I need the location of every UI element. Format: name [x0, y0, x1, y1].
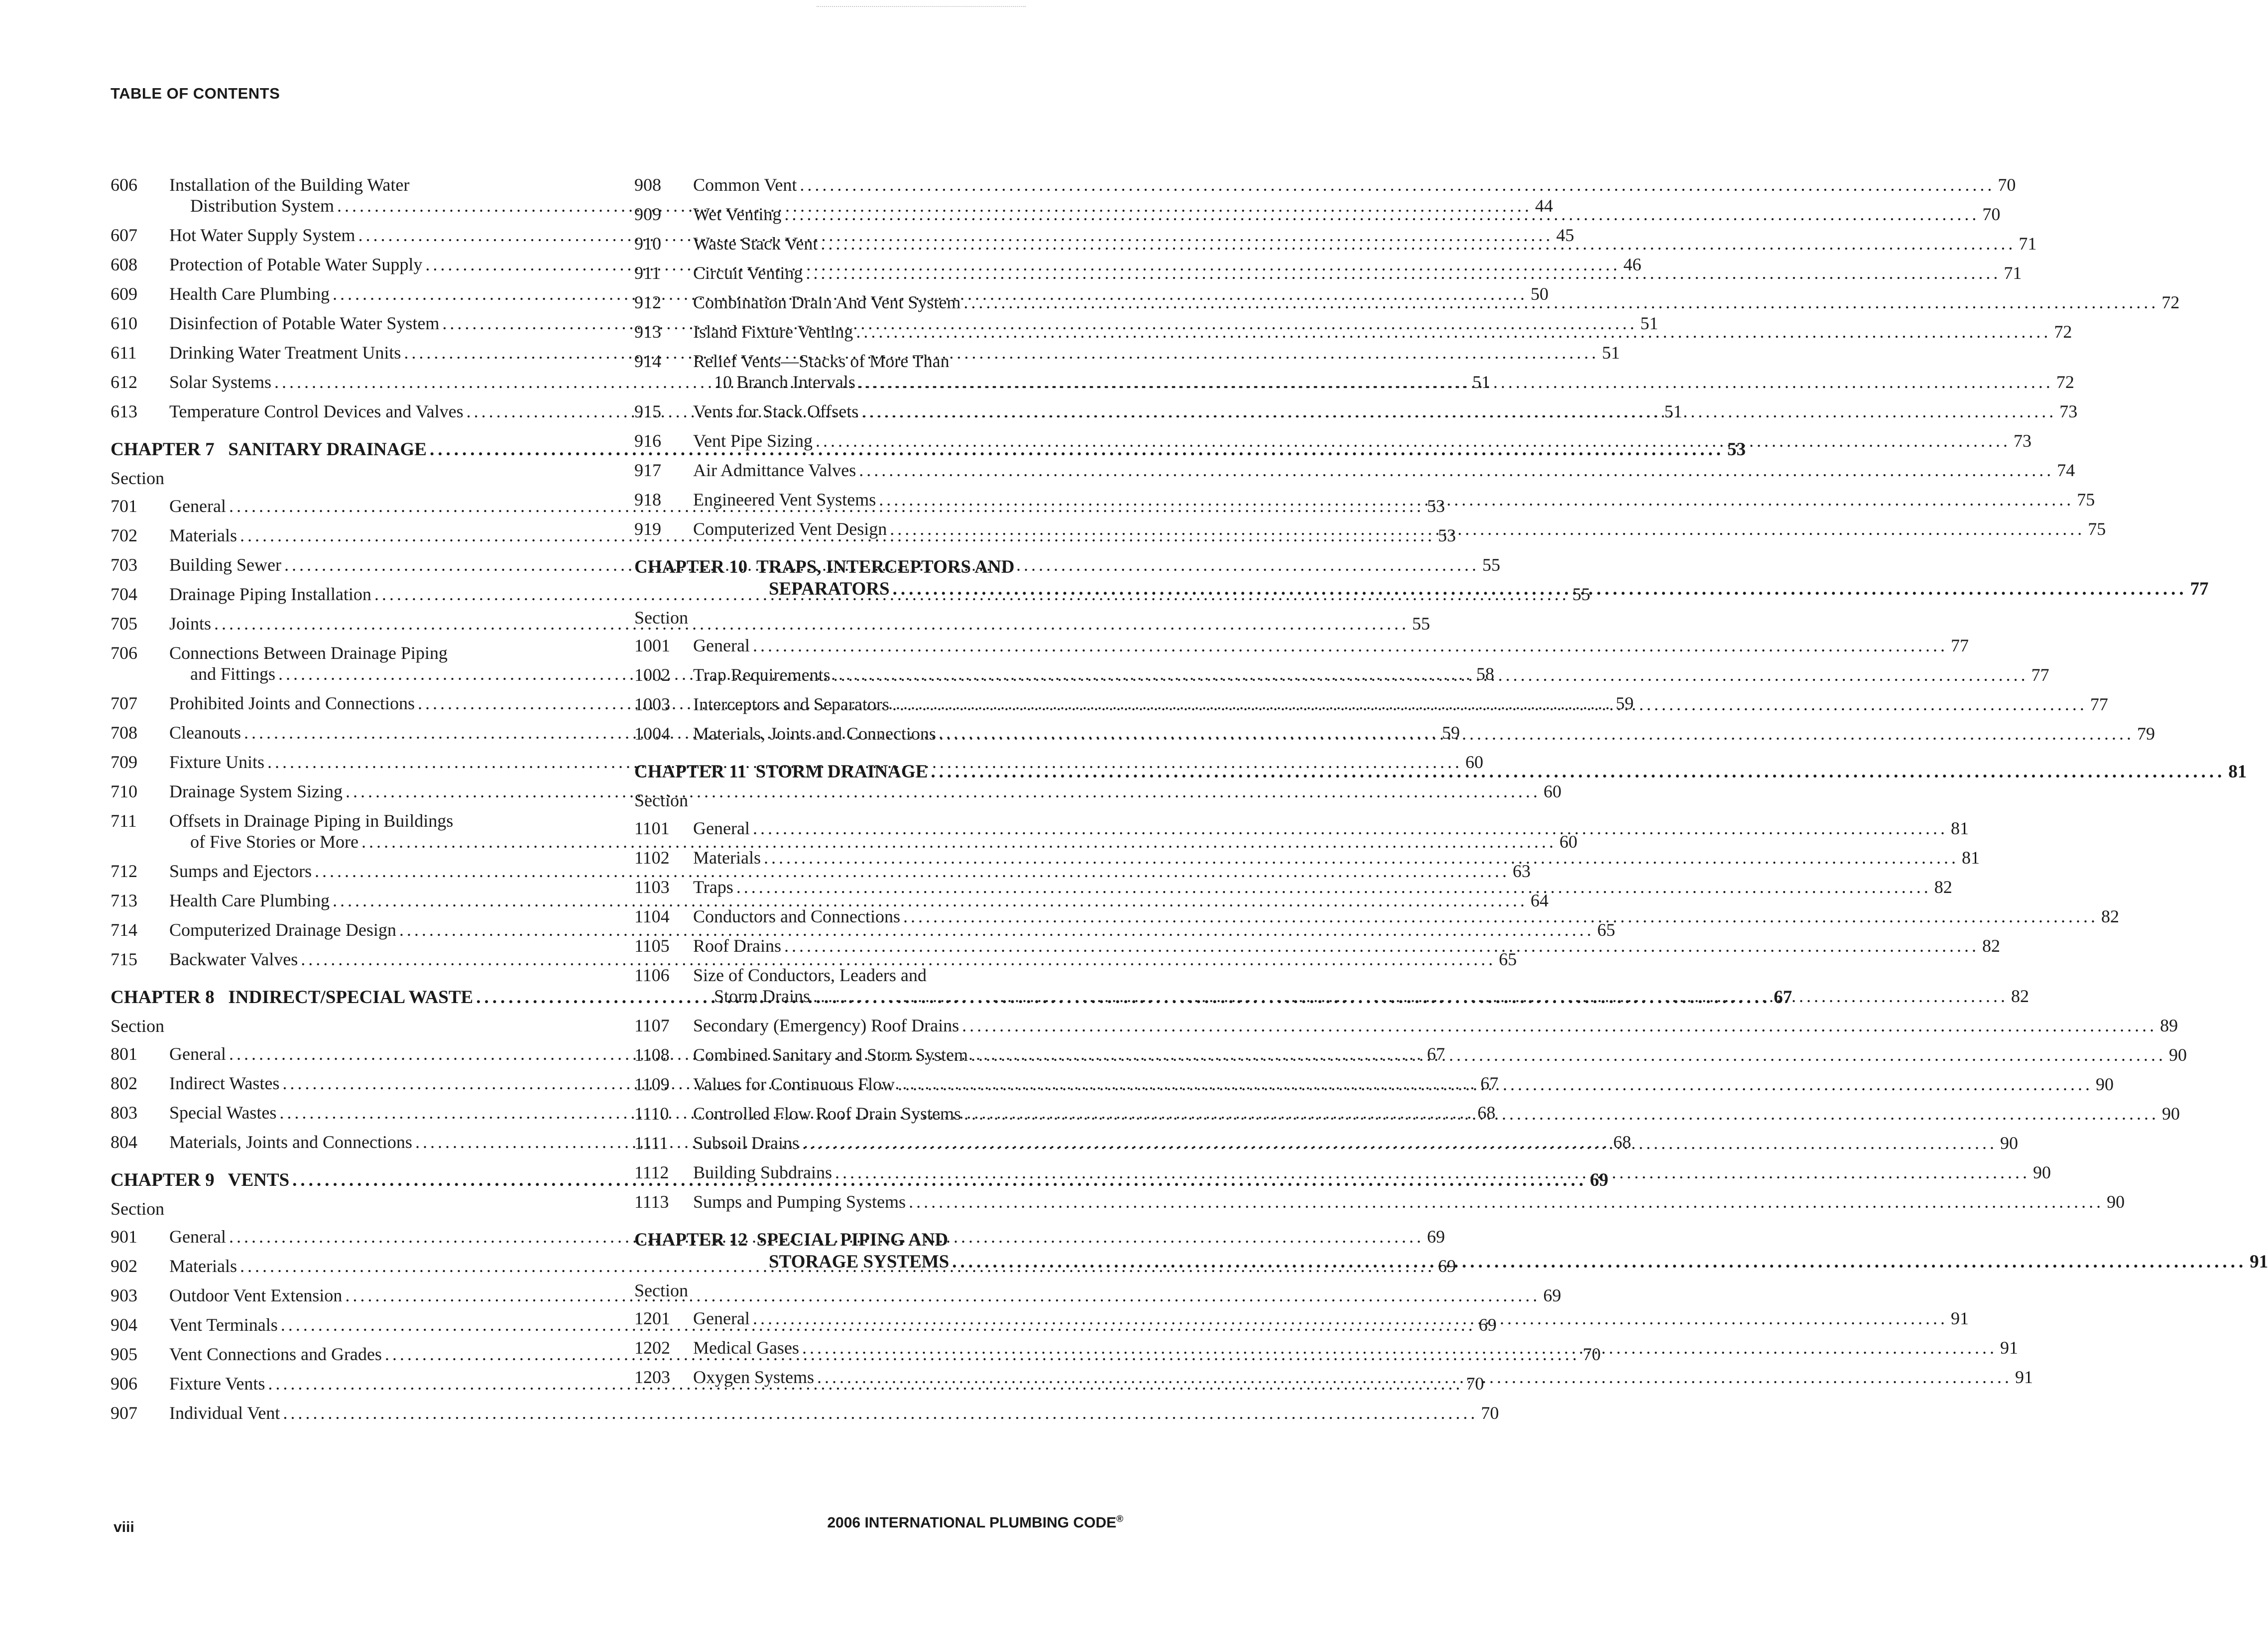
section-number: 1107	[634, 1015, 670, 1035]
entry-title: Installation of the Building Water	[169, 175, 410, 195]
entry-title: Air Admittance Valves	[693, 460, 856, 480]
section-number: 910	[634, 234, 661, 253]
section-number: 1201	[634, 1308, 670, 1328]
entry-title: CHAPTER 9 VENTS	[111, 1170, 290, 1190]
page-number: 90	[2033, 1162, 2051, 1182]
toc-entry[interactable]	[634, 460, 2075, 481]
dot-leader	[806, 262, 2001, 283]
page-number: 77	[2090, 694, 2108, 714]
section-label: Section	[111, 1016, 164, 1036]
scan-artifact	[817, 6, 1026, 7]
section-number: 709	[111, 752, 137, 772]
toc-entry[interactable]	[634, 1191, 2125, 1212]
dot-leader	[879, 489, 2074, 510]
dot-leader	[753, 818, 1948, 839]
dot-leader	[898, 1074, 2093, 1095]
entry-title: Sumps and Pumping Systems	[693, 1192, 906, 1212]
entry-title: Materials	[693, 848, 761, 868]
section-number: 1111	[634, 1133, 668, 1153]
page-number: 77	[2190, 579, 2209, 599]
section-number: 1203	[634, 1367, 670, 1387]
entry-title: Vents for Stack Offsets	[693, 401, 859, 421]
page-number: 79	[2137, 724, 2155, 744]
section-number: 701	[111, 496, 137, 516]
page-number: 71	[2004, 263, 2022, 283]
dot-leader	[764, 847, 1959, 868]
section-number: 608	[111, 254, 137, 274]
entry-title: Materials	[169, 1256, 237, 1276]
section-number: 1004	[634, 724, 670, 744]
toc-entry[interactable]	[111, 890, 1549, 911]
section-number: 1110	[634, 1104, 669, 1124]
entry-title: of Five Stories or More	[190, 832, 358, 852]
section-label: Section	[634, 790, 688, 810]
section-number: 919	[634, 519, 661, 539]
section-label: Section	[111, 1199, 164, 1219]
page-number: 75	[2088, 519, 2106, 539]
page-number: 69	[1427, 1227, 1445, 1247]
page-number: 90	[2107, 1192, 2125, 1212]
section-number: 803	[111, 1103, 137, 1123]
section-number: 911	[634, 263, 661, 283]
page-number: 51	[1664, 401, 1682, 421]
entry-title: Engineered Vent Systems	[693, 490, 876, 509]
page-number: 53	[1427, 496, 1445, 516]
entry-title: CHAPTER 7 SANITARY DRAINAGE	[111, 439, 427, 460]
entry-title: Hot Water Supply System	[169, 225, 356, 245]
page-number: 53	[1727, 439, 1746, 460]
entry-title: Relief Vents—Stacks of More Than	[693, 351, 950, 371]
dot-leader	[753, 635, 1948, 656]
entry-title: Waste Stack Vent	[693, 234, 818, 253]
entry-title: Distribution System	[190, 196, 335, 216]
toc-entry[interactable]	[634, 847, 1980, 868]
entry-title: Drainage System Sizing	[169, 781, 343, 801]
page-number: 72	[2056, 372, 2074, 392]
section-number: 713	[111, 890, 137, 910]
entry-title: Size of Conductors, Leaders and	[693, 965, 927, 985]
dot-leader	[892, 694, 2087, 715]
section-label: Section	[634, 608, 688, 628]
entry-title: Solar Systems	[169, 372, 272, 392]
entry-title: Fixture Units	[169, 752, 265, 772]
entry-title: Common Vent	[693, 175, 797, 195]
dot-leader	[813, 986, 2008, 1006]
toc-entry[interactable]	[111, 1402, 1499, 1423]
entry-title: Health Care Plumbing	[169, 890, 330, 910]
section-number: 1001	[634, 635, 670, 655]
entry-title: Secondary (Emergency) Roof Drains	[693, 1015, 959, 1035]
entry-title: Wet Venting	[693, 204, 782, 224]
entry-title: Traps	[693, 877, 733, 897]
page-number: 91	[2000, 1338, 2018, 1358]
section-number: 913	[634, 322, 661, 342]
page-number: 51	[1640, 313, 1659, 333]
section-number: 705	[111, 614, 137, 633]
page-number: 90	[2168, 1045, 2187, 1065]
page-number: 60	[1543, 781, 1561, 801]
section-number: 710	[111, 781, 137, 801]
page-number: 69	[1590, 1170, 1609, 1190]
page-number: 69	[1478, 1315, 1497, 1335]
entry-title: Sumps and Ejectors	[169, 861, 312, 881]
dot-leader	[890, 518, 2085, 539]
page-number: 65	[1499, 949, 1517, 969]
entry-title: STORAGE SYSTEMS	[769, 1252, 950, 1272]
page-number: 58	[1476, 664, 1495, 684]
entry-title: Indirect Wastes	[169, 1073, 280, 1093]
dot-leader	[800, 174, 1995, 195]
entry-title: General	[693, 1308, 750, 1328]
page-number: 70	[1481, 1403, 1499, 1423]
entry-title: Subsoil Drains	[693, 1133, 800, 1153]
page-number: 70	[1998, 175, 2016, 195]
dot-leader	[784, 204, 1979, 225]
section-number: 714	[111, 920, 137, 940]
entry-title: SEPARATORS	[769, 579, 890, 599]
section-number: 607	[111, 225, 137, 245]
dot-leader	[802, 1337, 1997, 1358]
section-number: 1102	[634, 848, 670, 868]
entry-title: Joints	[169, 614, 212, 633]
page-number: 51	[1602, 343, 1620, 363]
page-number: 69	[1543, 1285, 1561, 1305]
toc-entry[interactable]	[634, 906, 2119, 927]
page-number: 91	[2015, 1367, 2033, 1387]
page-number: 44	[1535, 196, 1553, 216]
entry-title: Drainage Piping Installation	[169, 584, 371, 604]
entry-title: Conductors and Connections	[693, 906, 900, 926]
page-number: 67	[1774, 987, 1792, 1008]
entry-title: Individual Vent	[169, 1403, 280, 1423]
entry-title: Vent Pipe Sizing	[693, 431, 813, 451]
section-number: 1106	[634, 965, 670, 985]
entry-title: Roof Drains	[693, 936, 781, 956]
chapter-title: CHAPTER 12 SPECIAL PIPING AND	[634, 1230, 949, 1250]
page-number: 91	[2250, 1252, 2268, 1272]
page-number: 63	[1512, 861, 1531, 881]
dot-leader	[817, 1367, 2012, 1388]
entry-title: Building Sewer	[169, 555, 281, 575]
page-number: 81	[1961, 848, 1980, 868]
entry-title: Computerized Vent Design	[693, 519, 887, 539]
entry-title: Combined Sanitary and Storm System	[693, 1045, 968, 1065]
toc-entry[interactable]	[634, 818, 1969, 839]
section-number: 613	[111, 401, 137, 421]
dot-leader	[753, 1308, 1948, 1329]
dot-leader	[816, 430, 2011, 451]
page-number: 69	[1437, 1256, 1456, 1276]
section-number: 909	[634, 204, 661, 224]
entry-title: Health Care Plumbing	[169, 284, 330, 304]
section-number: 916	[634, 431, 661, 451]
section-number: 1109	[634, 1074, 670, 1094]
page-number: 70	[1982, 204, 2001, 224]
section-number: 908	[634, 175, 661, 195]
section-number: 707	[111, 693, 137, 713]
page-number: 74	[2057, 460, 2075, 480]
section-label: Section	[634, 1280, 688, 1300]
entry-title: Backwater Valves	[169, 949, 298, 969]
page-number: 72	[2054, 322, 2072, 342]
entry-title: Materials	[169, 525, 237, 545]
entry-title: General	[693, 635, 750, 655]
page-number: 68	[1477, 1103, 1496, 1123]
entry-title: Cleanouts	[169, 723, 241, 743]
page-number: 82	[2101, 906, 2119, 926]
section-number: 1003	[634, 694, 670, 714]
page-number: 55	[1482, 555, 1500, 575]
section-number: 1002	[634, 665, 670, 685]
entry-title: CHAPTER 11 STORM DRAINAGE	[634, 761, 928, 782]
entry-title: Building Subdrains	[693, 1162, 833, 1182]
page-number: 65	[1597, 920, 1615, 940]
footer-page-number: viii	[114, 1519, 134, 1535]
page-number: 89	[2160, 1015, 2178, 1035]
entry-title: Medical Gases	[693, 1338, 799, 1358]
section-number: 708	[111, 723, 137, 743]
page-number: 71	[2019, 234, 2037, 253]
toc-entry[interactable]	[634, 935, 2000, 956]
page-number: 55	[1412, 614, 1431, 633]
footer-code-title: 2006 INTERNATIONAL PLUMBING CODE®	[827, 1514, 1123, 1531]
entry-title: General	[169, 1227, 226, 1247]
entry-title: Trap Requirements	[693, 665, 831, 685]
page-number: 91	[1950, 1308, 1969, 1328]
section-number: 918	[634, 490, 661, 509]
entry-title: Computerized Drainage Design	[169, 920, 396, 940]
section-number: 711	[111, 811, 137, 831]
entry-title: Fixture Vents	[169, 1374, 265, 1393]
section-number: 612	[111, 372, 137, 392]
page-number: 75	[2077, 490, 2095, 509]
page-number: 90	[2162, 1104, 2180, 1124]
toc-entry[interactable]	[111, 949, 1517, 970]
entry-title: Circuit Venting	[693, 263, 803, 283]
section-number: 1103	[634, 877, 670, 897]
dot-leader	[802, 1133, 1997, 1153]
toc-entry[interactable]	[111, 861, 1531, 882]
page-number: 51	[1472, 372, 1491, 392]
entry-title: Protection of Potable Water Supply	[169, 254, 423, 274]
section-number: 1202	[634, 1338, 670, 1358]
section-number: 917	[634, 460, 661, 480]
page-number: 59	[1615, 693, 1634, 713]
entry-title: Oxygen Systems	[693, 1367, 814, 1387]
entry-title: Island Fixture Venting	[693, 322, 853, 342]
section-number: 611	[111, 343, 137, 363]
section-number: 1108	[634, 1045, 670, 1065]
page-number: 82	[1982, 936, 2000, 956]
entry-title: Drinking Water Treatment Units	[169, 343, 401, 363]
page-number: 53	[1437, 525, 1456, 545]
section-number: 606	[111, 175, 137, 195]
section-number: 906	[111, 1374, 137, 1393]
toc-entry[interactable]	[111, 919, 1615, 940]
dot-leader	[903, 906, 2098, 927]
section-number: 1113	[634, 1192, 669, 1212]
dot-leader	[859, 460, 2054, 481]
page-title: TABLE OF CONTENTS	[111, 85, 280, 102]
entry-title: Connections Between Drainage Piping	[169, 643, 448, 663]
entry-title: Special Wastes	[169, 1103, 277, 1123]
entry-title: Offsets in Drainage Piping in Buildings	[169, 811, 454, 831]
page-number: 82	[2011, 986, 2029, 1006]
section-number: 801	[111, 1044, 137, 1064]
page-number: 81	[1950, 818, 1969, 838]
section-number: 1101	[634, 818, 670, 838]
dot-leader	[856, 321, 2051, 342]
section-number: 715	[111, 949, 137, 969]
toc-entry[interactable]	[634, 877, 1952, 897]
section-number: 915	[634, 401, 661, 421]
dot-leader	[821, 233, 2016, 254]
entry-title: Values for Continuous Flow	[693, 1074, 895, 1094]
entry-title: Vent Connections and Grades	[169, 1344, 382, 1364]
section-number: 610	[111, 313, 137, 333]
page-number: 45	[1556, 225, 1574, 245]
section-number: 706	[111, 643, 137, 663]
dot-leader	[736, 877, 1931, 897]
section-number: 907	[111, 1403, 137, 1423]
page-number: 46	[1623, 254, 1642, 274]
page-number: 70	[1466, 1374, 1484, 1393]
entry-title: CHAPTER 8 INDIRECT/SPECIAL WASTE	[111, 987, 474, 1008]
page-number: 60	[1465, 752, 1484, 772]
entry-title: General	[693, 818, 750, 838]
page-number: 90	[2096, 1074, 2114, 1094]
entry-title: Prohibited Joints and Connections	[169, 693, 415, 713]
section-number: 702	[111, 525, 137, 545]
page-number: 73	[2059, 401, 2078, 421]
dot-leader	[909, 1191, 2104, 1212]
page-number: 73	[2014, 431, 2031, 451]
dot-leader	[952, 1251, 2247, 1273]
page-number: 77	[2031, 665, 2049, 685]
page-number: 70	[1582, 1344, 1601, 1364]
page-number: 72	[2161, 292, 2180, 312]
section-number: 704	[111, 584, 137, 604]
page-number: 77	[1950, 635, 1969, 655]
page-number: 67	[1427, 1044, 1445, 1064]
section-number: 802	[111, 1073, 137, 1093]
dot-leader	[283, 1402, 1478, 1423]
entry-title: Interceptors and Separators	[693, 694, 889, 714]
page-number: 67	[1480, 1073, 1499, 1093]
entry-title: General	[169, 1044, 226, 1064]
dot-leader	[962, 1015, 2157, 1036]
entry-title: Storm Drains	[714, 986, 810, 1006]
dot-leader	[834, 664, 2029, 685]
chapter-title: CHAPTER 10 TRAPS, INTERCEPTORS AND	[634, 557, 1015, 577]
entry-title: and Fittings	[190, 664, 276, 684]
section-number: 912	[634, 292, 661, 312]
section-number: 914	[634, 351, 661, 371]
dot-leader	[861, 401, 2056, 422]
toc-entry[interactable]	[634, 1015, 2178, 1036]
section-number: 905	[111, 1344, 137, 1364]
section-number: 1112	[634, 1162, 669, 1182]
dot-leader	[784, 935, 1979, 956]
section-number: 904	[111, 1315, 137, 1335]
page-number: 60	[1559, 832, 1577, 852]
dot-leader	[858, 372, 2053, 392]
dot-leader	[939, 723, 2134, 744]
dot-leader	[931, 761, 2225, 783]
toc-entry[interactable]	[634, 635, 1969, 656]
entry-title: Materials, Joints and Connections	[693, 724, 936, 744]
dot-leader	[835, 1162, 2030, 1183]
section-number: 903	[111, 1285, 137, 1305]
entry-title: Combination Drain And Vent System	[693, 292, 961, 312]
page-number: 50	[1530, 284, 1549, 304]
section-number: 1104	[634, 906, 670, 926]
dot-leader	[964, 1103, 2159, 1124]
page-number: 64	[1530, 890, 1549, 910]
entry-title: Temperature Control Devices and Valves	[169, 401, 464, 421]
section-number: 804	[111, 1132, 137, 1152]
page-number: 68	[1613, 1132, 1631, 1152]
toc-entry[interactable]	[634, 174, 2016, 195]
entry-title: General	[169, 496, 226, 516]
page-number: 81	[2228, 761, 2247, 782]
entry-title: Controlled Flow Roof Drain Systems	[693, 1104, 961, 1124]
page-number: 82	[1934, 877, 1952, 897]
entry-title: 10 Branch Intervals	[714, 372, 855, 392]
section-number: 902	[111, 1256, 137, 1276]
entry-title: Vent Terminals	[169, 1315, 278, 1335]
section-number: 703	[111, 555, 137, 575]
dot-leader	[893, 578, 2187, 600]
entry-title: Disinfection of Potable Water System	[169, 313, 440, 333]
section-number: 901	[111, 1227, 137, 1247]
dot-leader	[971, 1044, 2166, 1065]
section-number: 609	[111, 284, 137, 304]
section-number: 712	[111, 861, 137, 881]
entry-title: Materials, Joints and Connections	[169, 1132, 412, 1152]
page-number: 59	[1441, 723, 1460, 743]
section-number: 1105	[634, 936, 670, 956]
page-number: 90	[2000, 1133, 2019, 1153]
page-number: 55	[1572, 584, 1590, 604]
dot-leader	[963, 292, 2158, 313]
section-label: Section	[111, 468, 164, 488]
entry-title: Outdoor Vent Extension	[169, 1285, 343, 1305]
